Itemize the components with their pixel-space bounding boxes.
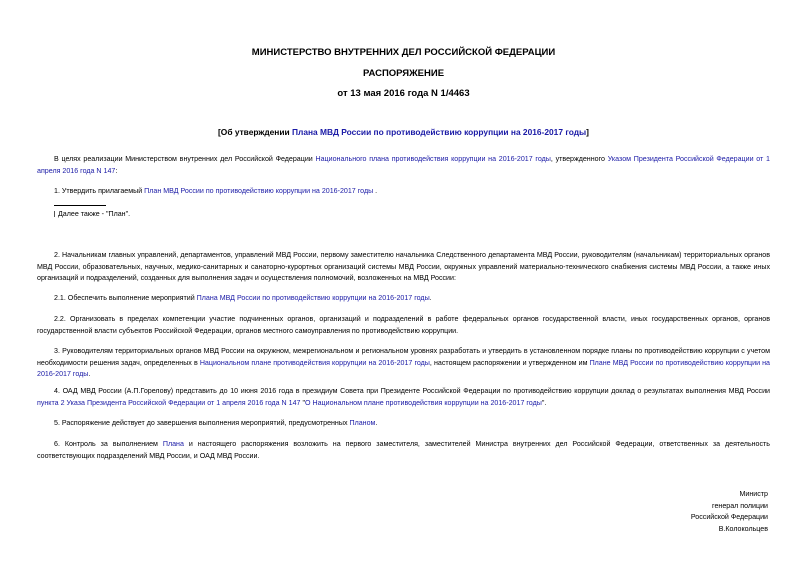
footnote-marker [54, 211, 55, 217]
item-4: 4. ОАД МВД России (А.П.Горелову) представить до 10 июня 2016 года в президиум Совета при Президенте Российской Федерации по противодействию коррупции доклад о результатах выполнения МВД России пункта 2 Указа Президента Российской Федерации от 1 апреля 2016 года N 147 "О Национальном плане противодействия коррупции на 2016-2017 годы". [37, 387, 770, 407]
national-plan-decree-link[interactable]: О Национальном плане противодействия коррупции на 2016-2017 годы [305, 398, 542, 407]
national-plan-link-2[interactable]: Национальном плане противодействия коррупции на 2016-2017 годы [199, 358, 430, 367]
document-date-number: от 13 мая 2016 года N 1/4463 [337, 88, 470, 99]
mvd-plan-link[interactable]: План МВД России по противодействию коррупции на 2016-2017 годы [144, 187, 374, 195]
national-plan-link[interactable]: Национального плана противодействия коррупции на 2016-2017 годы [315, 155, 551, 163]
intro-paragraph: В целях реализации Министерством внутренних дел Российской Федерации Национального плана противодействия коррупции на 2016-2017 годы, утвержденного Указом Президента Российской Федерации от 1 апреля 2016 года N 147: [37, 155, 770, 175]
mvd-plan-link-3[interactable]: Плане МВД России по противодействию коррупции на 2016-2017 годы [37, 358, 770, 378]
plan-link-2[interactable]: Плана [162, 440, 184, 448]
signature-rank: генерал полиции [712, 501, 768, 510]
signature-name: В.Колокольцев [718, 524, 768, 533]
plan-link[interactable]: Планом [349, 419, 376, 427]
item-2-2: 2.2. Организовать в пределах компетенции участие подчиненных органов, организаций и подразделений в работе федеральных органов государственной власти, иных государственных органов, органов государственной власти субъектов Российской Федерации, органов местного самоуправления по противодействию коррупции. [37, 315, 770, 335]
signature-country: Российской Федерации [690, 513, 768, 521]
signature-block [691, 489, 768, 535]
item-6: 6. Контроль за выполнением Плана и настоящего распоряжения возложить на первого заместителя, заместителей Министра внутренних дел Российской Федерации, ответственных за деятельность соответствующих подразделений МВД России, и ОАД МВД России. [37, 440, 770, 460]
presidential-decree-link[interactable]: Указом Президента Российской Федерации от 1 апреля 2016 года N 147 [37, 155, 770, 175]
document-type: РАСПОРЯЖЕНИЕ [362, 68, 445, 79]
mvd-plan-link-2[interactable]: Плана МВД России по противодействию коррупции на 2016-2017 годы [196, 294, 430, 302]
footnote-divider [54, 205, 106, 206]
document-title: [Об утверждении Плана МВД России по противодействию коррупции на 2016-2017 годы] [218, 127, 589, 137]
signature-position: Министр [739, 490, 768, 498]
ministry-heading: МИНИСТЕРСТВО ВНУТРЕННИХ ДЕЛ РОССИЙСКОЙ ФЕДЕРАЦИИ [251, 47, 556, 58]
item-3: 3. Руководителям территориальных органов МВД России на окружном, межрегиональном и региональном уровнях разработать и утвердить в установленном порядке планы по противодействию коррупции с учетом необходимости решения задач, определенных в Национальном плане противодействия коррупции на 2016-2017 годы, настоящем распоряжении и утвержденном им Плане МВД России по противодействию коррупции на 2016-2017 годы. [37, 347, 770, 378]
item-2-1: 2.1. Обеспечить выполнение мероприятий Плана МВД России по противодействию коррупции на 2016-2017 годы. [54, 294, 432, 302]
item-1: 1. Утвердить прилагаемый План МВД России по противодействию коррупции на 2016-2017 годы . [54, 187, 378, 195]
item-5: 5. Распоряжение действует до завершения выполнения мероприятий, предусмотренных Планом. [54, 419, 378, 427]
item-2: 2. Начальникам главных управлений, департаментов, управлений МВД России, первому заместителю начальника Следственного департамента МВД России, руководителям (начальникам) территориальных органов МВД России, образовательных, научных, медико-санитарных и санаторно-курортных организаций системы МВД России, окружных управлений материально-технического снабжения системы МВД России, а также иных организаций и подразделений, созданных для выполнения задач и осуществления полномочий, возложенных на МВД России: [37, 251, 770, 282]
footnote: Далее также - "План". [54, 209, 454, 221]
title-plan-link[interactable]: Плана МВД России по противодействию коррупции на 2016-2017 годы [291, 127, 587, 137]
decree-clause-link[interactable]: пункта 2 Указа Президента Российской Федерации от 1 апреля 2016 года N 147 [37, 398, 301, 407]
